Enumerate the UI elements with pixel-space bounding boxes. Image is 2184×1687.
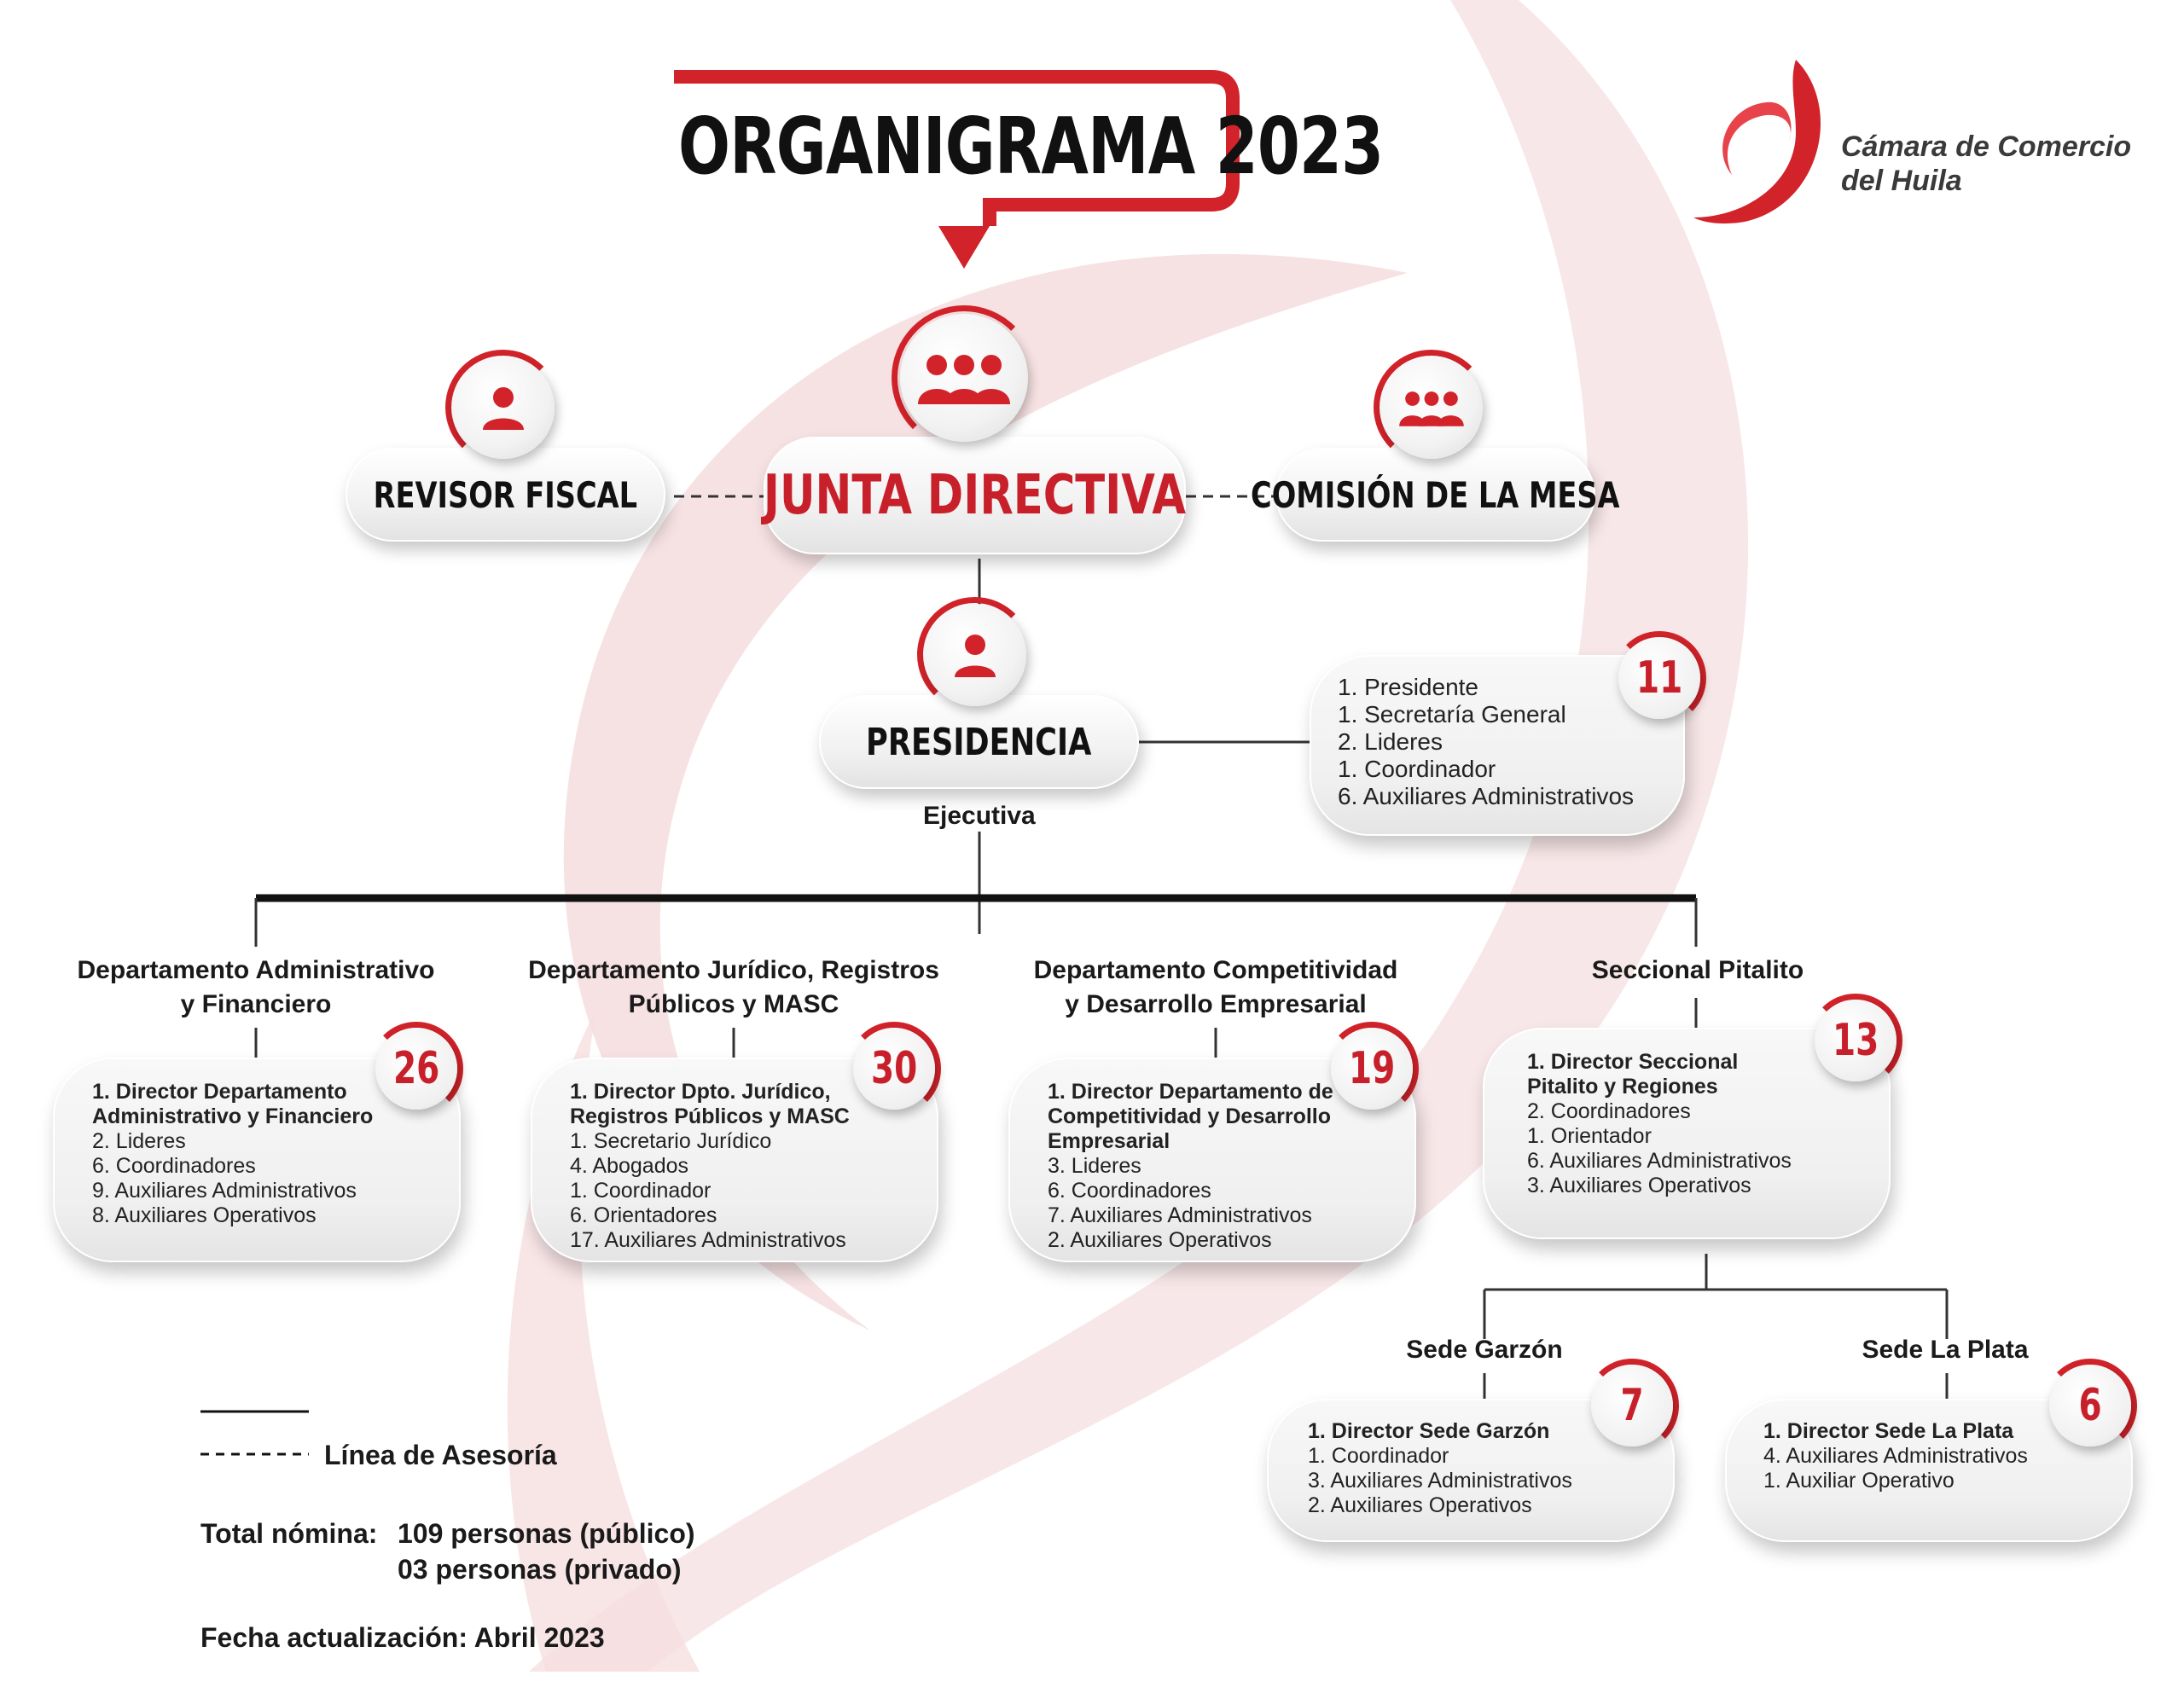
group-icon <box>913 348 1015 408</box>
junta-icon-circle <box>900 314 1028 442</box>
card-head: 1. Director Sede Garzón <box>1308 1419 1550 1443</box>
dept-title-competitividad <box>994 954 1438 1022</box>
dept-title-line: y Desarrollo Empresarial <box>1065 990 1367 1018</box>
count-badge <box>1591 1365 1673 1446</box>
card-item: 17. Auxiliares Administrativos <box>570 1228 846 1252</box>
presidencia-icon-circle <box>924 604 1026 706</box>
card-item: 3. Auxiliares Operativos <box>1527 1174 1751 1197</box>
comision-icon-circle <box>1380 357 1483 459</box>
count-number: 7 <box>1620 1380 1644 1431</box>
dept-title-line: Departamento Administrativo <box>77 956 435 984</box>
card-item: 1. Secretario Jurídico <box>570 1129 772 1153</box>
presidencia-sublabel: Ejecutiva <box>923 802 1036 830</box>
totals-public: 109 personas (público) <box>398 1518 695 1549</box>
count-badge <box>375 1028 457 1110</box>
card-item: 3. Auxiliares Administrativos <box>1308 1469 1572 1493</box>
card-item: 6. Coordinadores <box>92 1154 256 1178</box>
card-item: 1. Coordinador <box>570 1179 712 1203</box>
staff-item: 1. Presidente <box>1338 674 1478 700</box>
dept-title-line: Departamento Jurídico, Registros <box>528 956 939 984</box>
card-item: 2. Auxiliares Operativos <box>1308 1493 1532 1517</box>
card-item: 6. Auxiliares Administrativos <box>1527 1149 1792 1173</box>
totals-label: Total nómina: <box>200 1518 378 1549</box>
card-head: 1. Director Departamento de <box>1048 1080 1333 1104</box>
logo-text-line1: Cámara de Comercio <box>1841 130 2132 163</box>
dept-title-admin <box>43 954 469 1022</box>
card-item: 4. Auxiliares Administrativos <box>1763 1444 2028 1468</box>
person-icon <box>950 629 1001 681</box>
card-head: 1. Director Departamento <box>92 1080 347 1104</box>
card-head: 1. Director Dpto. Jurídico, <box>570 1080 831 1104</box>
card-item: 3. Lideres <box>1048 1154 1141 1178</box>
logo-text-line2: del Huila <box>1841 165 1962 197</box>
card-item: 1. Coordinador <box>1308 1444 1449 1468</box>
card-item: 2. Coordinadores <box>1527 1099 1691 1123</box>
count-badge <box>1815 1000 1896 1081</box>
revisor-fiscal-label: REVISOR FISCAL <box>373 473 638 516</box>
card-item: 7. Auxiliares Administrativos <box>1048 1203 1312 1227</box>
card-item: 6. Orientadores <box>570 1203 717 1227</box>
card-head: 1. Director Seccional <box>1527 1050 1739 1074</box>
card-item: 1. Orientador <box>1527 1124 1652 1148</box>
card-head: Registros Públicos y MASC <box>570 1104 850 1128</box>
card-head: Administrativo y Financiero <box>92 1104 374 1128</box>
count-number: 11 <box>1635 652 1683 704</box>
staff-item: 1. Coordinador <box>1338 756 1496 782</box>
card-item: 1. Auxiliar Operativo <box>1763 1469 1955 1493</box>
card-item: 8. Auxiliares Operativos <box>92 1203 317 1227</box>
dept-title-line: y Financiero <box>180 990 332 1018</box>
sede-title-garzon: Sede Garzón <box>1406 1336 1563 1364</box>
legend-dashed-label: Línea de Asesoría <box>324 1440 557 1470</box>
card-item: 2. Lideres <box>92 1129 186 1153</box>
card-item: 9. Auxiliares Administrativos <box>92 1179 357 1203</box>
count-badge <box>853 1028 935 1110</box>
card-item: 6. Coordinadores <box>1048 1179 1211 1203</box>
card-head: 1. Director Sede La Plata <box>1763 1419 2014 1443</box>
dept-title-line: Departamento Competitividad <box>1033 956 1398 984</box>
card-head: Empresarial <box>1048 1129 1170 1153</box>
count-badge <box>1331 1028 1413 1110</box>
junta-directiva-node <box>764 437 1186 554</box>
presidencia-label: PRESIDENCIA <box>866 720 1092 764</box>
card-item: 2. Auxiliares Operativos <box>1048 1228 1272 1252</box>
totals-private: 03 personas (privado) <box>398 1554 682 1585</box>
staff-item: 2. Lideres <box>1338 728 1443 755</box>
count-number: 13 <box>1832 1015 1879 1066</box>
count-badge <box>2049 1365 2131 1446</box>
count-number: 6 <box>2078 1380 2102 1431</box>
dept-title-line: Públicos y MASC <box>628 990 839 1018</box>
dept-title-pitalito <box>1519 954 1877 988</box>
revisor-icon-circle <box>452 357 555 459</box>
update-date: Fecha actualización: Abril 2023 <box>200 1622 605 1653</box>
junta-directiva-label: JUNTA DIRECTIVA <box>763 464 1187 527</box>
person-icon <box>478 382 529 433</box>
comision-mesa-label: COMISIÓN DE LA MESA <box>1251 473 1620 516</box>
staff-item: 6. Auxiliares Administrativos <box>1338 783 1635 809</box>
card-head: Pitalito y Regiones <box>1527 1075 1718 1099</box>
sede-title-laplata: Sede La Plata <box>1862 1336 2029 1364</box>
count-badge <box>1618 637 1700 719</box>
group-icon <box>1396 386 1467 429</box>
dept-title-juridico <box>512 954 956 1022</box>
card-head: Competitividad y Desarrollo <box>1048 1104 1332 1128</box>
page-title: ORGANIGRAMA 2023 <box>678 101 1384 192</box>
count-number: 30 <box>870 1043 918 1094</box>
count-number: 26 <box>392 1043 440 1094</box>
staff-item: 1. Secretaría General <box>1338 701 1566 728</box>
dept-title-line: Seccional Pitalito <box>1591 956 1804 984</box>
card-item: 4. Abogados <box>570 1154 689 1178</box>
count-number: 19 <box>1348 1043 1396 1094</box>
